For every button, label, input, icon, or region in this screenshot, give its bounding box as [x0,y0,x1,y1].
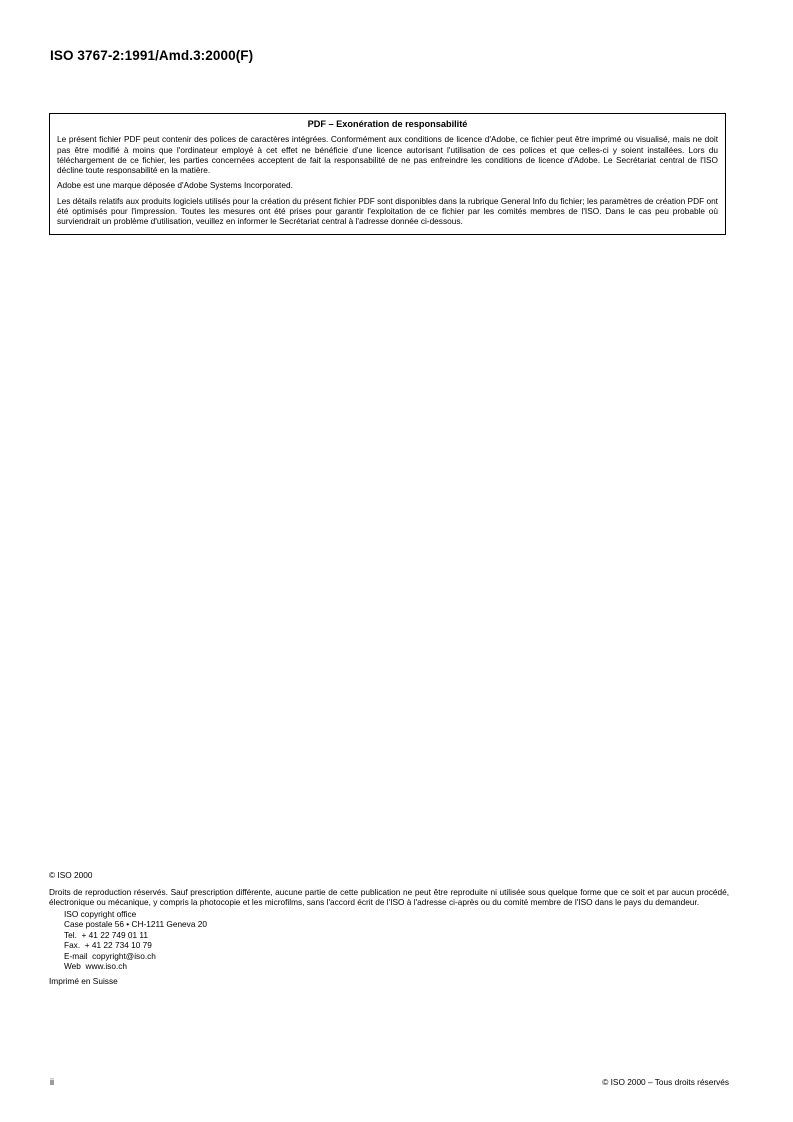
disclaimer-paragraph-fonts: Le présent fichier PDF peut contenir des polices de caractères intégrées. Conformément aux conditions de licence d'Adobe, ce fichier peut être imprimé ou visualisé, mais ne doit pas être modifié à moins que l'ordinateur employé à cet effet ne bénéficie d'une licence autorisant l'utilisation de ces polices et que celles-ci y soient installées. Lors du téléchargement de ce fichier, les parties concernées acceptent de fait la responsabilité de ne pas enfreindre les conditions de licence d'Adobe. Le Secrétariat central de l'ISO décline toute responsabilité en la matière. [57,134,718,176]
pdf-disclaimer-box [49,113,726,235]
address-line-postal: Case postale 56 • CH-1211 Geneva 20 [64,919,207,929]
address-line-tel: Tel. + 41 22 749 01 11 [64,929,149,940]
address-line-web[interactable]: Web www.iso.ch [64,961,128,971]
disclaimer-title: PDF – Exonération de responsabilité [307,119,468,129]
address-line-email[interactable]: E-mail copyright@iso.ch [64,950,156,961]
printed-in: Imprimé en Suisse [49,975,118,986]
copyright-notice [49,870,729,986]
document-identifier: ISO 3767-2:1991/Amd.3:2000(F) [50,48,254,63]
address-line-fax: Fax. + 41 22 734 10 79 [64,940,152,950]
copyright-office-address [64,909,729,972]
disclaimer-paragraph-software: Les détails relatifs aux produits logiciels utilisés pour la création du présent fichier PDF sont disponibles dans la rubrique General Info du fichier; les paramètres de création PDF ont été optimisés pour l'impression. Toutes les mesures ont été prises pour garantir l'exploitation de ce fichier par les comités membres de l'ISO. Dans le cas peu probable où surviendrait un problème d'utilisation, veuillez en informer le Secrétariat central à l'adresse donnée ci-dessous. [57,195,718,227]
page-number: ii [50,1077,54,1087]
address-line-office: ISO copyright office [64,908,137,919]
disclaimer-paragraph-trademark: Adobe est une marque déposée d'Adobe Systems Incorporated. [57,180,293,191]
copyright-symbol-line: © ISO 2000 [49,870,93,880]
footer-rights: © ISO 2000 – Tous droits réservés [602,1077,729,1087]
copyright-rights-text: Droits de reproduction réservés. Sauf prescription différente, aucune partie de cette publication ne peut être reproduite ni utilisée sous quelque forme que ce soit et par aucun procédé, électronique ou mécanique, y compris la photocopie et les microfilms, sans l'accord écrit de l'ISO à l'adresse ci-après ou du comité membre de l'ISO dans le pays du demandeur. [49,886,729,907]
